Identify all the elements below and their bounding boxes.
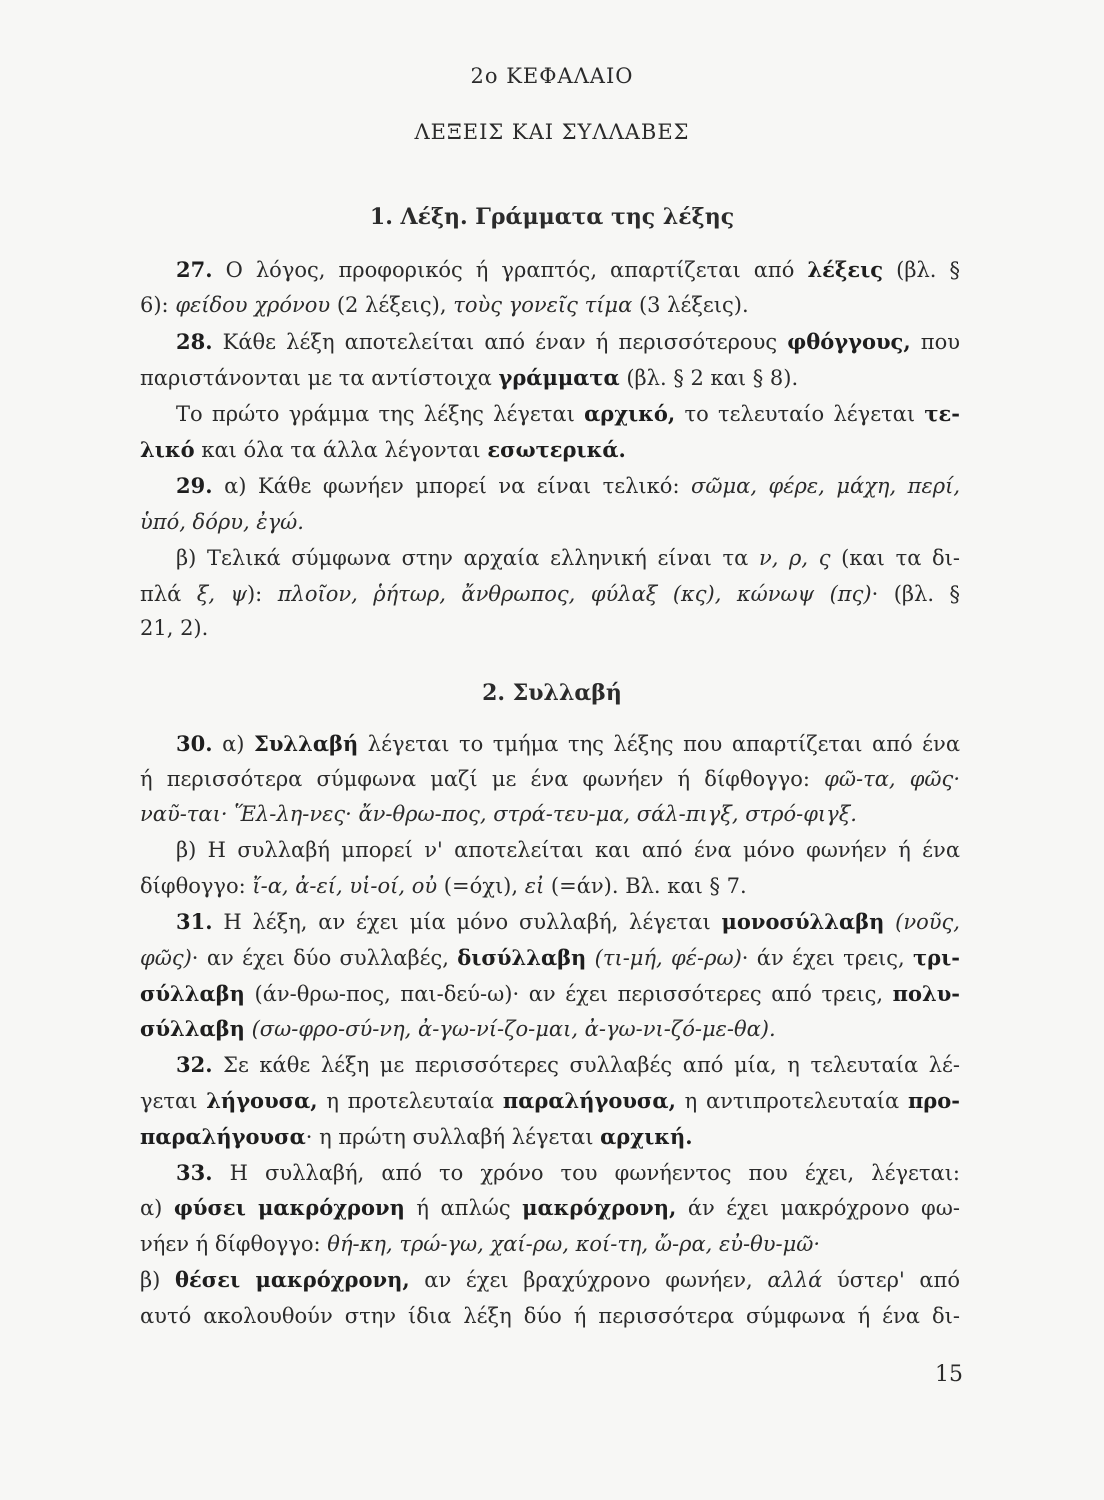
bold-term: 28. [176, 329, 213, 354]
text-run: η προτελευταία [317, 1089, 503, 1113]
bold-term: 30. [176, 731, 213, 756]
example-text: ναῦ-ται· Ἕλ-λη-νες· ἄν-θρω-πος, στρά-τευ-μα, σάλ-πιγξ, στρό-φιγξ. [140, 802, 857, 826]
example-text: (σω-φρο-σύ-νη, ἀ-γω-νί-ζο-μαι, ἀ-γω-νι-ζό-με-θα). [251, 1017, 776, 1041]
text-line [140, 290, 960, 320]
text-run: (=άν). Βλ. και § 7. [544, 874, 747, 898]
text-line [140, 1193, 960, 1223]
text-run: Η λέξη, αν έχει μία μόνο συλλαβή, λέγεται [212, 910, 722, 934]
example-text: θή-κη, τρώ-γω, χαί-ρω, κοί-τη, ὤ-ρα, εὐ-θυ-μῶ· [327, 1232, 821, 1256]
text-run: Κάθε λέξη αποτελείται από έναν ή περισσότερους [212, 330, 788, 354]
text-run: ): [246, 582, 278, 606]
text-run [586, 946, 594, 970]
text-run: · αν έχει δύο συλλαβές, [191, 946, 458, 970]
bold-term: 32. [176, 1052, 213, 1077]
text-run: (2 λέξεις), [330, 293, 454, 317]
text-run [884, 910, 895, 934]
text-run: (άν-θρω-πος, παι-δεύ-ω)· αν έχει περισσότερες από τρεις, [244, 982, 893, 1006]
text-run: · η πρώτη συλλαβή λέγεται [305, 1125, 601, 1149]
bold-term: αρχική. [600, 1124, 693, 1149]
bold-term: εσωτερικά. [487, 437, 626, 462]
text-line [176, 1050, 960, 1080]
text-run: β) Τελικά σύμφωνα στην αρχαία ελληνική είναι τα [176, 546, 759, 570]
text-run: άν έχει μακρόχρονο φω- [676, 1196, 960, 1220]
bold-term: 27. [176, 257, 213, 282]
bold-term: παραλήγουσα [140, 1124, 306, 1149]
text-line [140, 871, 960, 901]
bold-term: προ- [907, 1088, 960, 1113]
bold-term: παραλήγουσα, [502, 1088, 676, 1113]
text-run: ή απλώς [404, 1196, 523, 1220]
bold-term: τε- [924, 401, 960, 426]
bold-term: φύσει μακρόχρονη [173, 1195, 405, 1220]
example-text: φῶς) [140, 946, 192, 970]
text-line [140, 1086, 960, 1116]
bold-term: Συλλαβή [254, 731, 359, 756]
text-run: ύστερ' από [822, 1268, 960, 1292]
text-run: παριστάνονται με τα αντίστοιχα [140, 366, 499, 390]
text-line [176, 907, 960, 937]
page-number: 15 [935, 1362, 963, 1387]
example-text: ξ, ψ [196, 582, 247, 606]
text-line [176, 543, 960, 573]
bold-term: 31. [176, 909, 213, 934]
text-line [140, 507, 960, 537]
text-run: (=όχι), [437, 874, 525, 898]
bold-term: θέσει μακρόχρονη, [175, 1267, 410, 1292]
bold-term: σύλλαβη [140, 981, 245, 1006]
text-line [140, 613, 960, 643]
text-line [140, 1014, 960, 1044]
text-run: το τελευταίο λέγεται [675, 402, 925, 426]
text-run: (και τα δι- [830, 546, 961, 570]
text-run: νήεν ή δίφθογγο: [140, 1232, 328, 1256]
text-line [140, 799, 960, 829]
text-run: (βλ. § 2 και § 8). [619, 366, 799, 390]
text-line [176, 399, 960, 429]
text-run: (βλ. § [883, 258, 961, 282]
bold-term: 33. [176, 1160, 213, 1185]
section-heading-syllable: 2. Συλλαβή [482, 680, 622, 706]
text-run [245, 1017, 252, 1041]
text-run: που [910, 330, 960, 354]
text-run: δίφθογγο: [140, 874, 253, 898]
text-line [140, 943, 960, 973]
example-text: τοὺς γονεῖς τίμα [453, 293, 633, 317]
bold-term: γράμματα [498, 365, 620, 390]
text-line [176, 471, 960, 501]
bold-term: λήγουσα, [206, 1088, 318, 1113]
bold-term: φθόγγους, [787, 329, 911, 354]
bold-term: τρι- [913, 945, 960, 970]
text-line [140, 363, 960, 393]
text-line [176, 327, 960, 357]
text-run: Σε κάθε λέξη με περισσότερες συλλαβές από μία, η τελευταία λέ- [212, 1053, 960, 1077]
text-line [140, 435, 960, 465]
text-line [140, 1301, 960, 1331]
text-line [176, 255, 960, 285]
text-line [140, 979, 960, 1009]
bold-term: μονοσύλλαβη [721, 909, 885, 934]
text-run: γεται [140, 1089, 207, 1113]
text-run: ή περισσότερα σύμφωνα μαζί με ένα φωνήεν ή δίφθογγο: [140, 767, 825, 791]
text-run: λέγεται το τμήμα της λέξης που απαρτίζεται από ένα [358, 732, 961, 756]
bold-term: λέξεις [807, 257, 884, 282]
example-text: (νοῦς, [895, 910, 960, 934]
example-text: σῶμα, φέρε, μάχη, περί, [691, 474, 960, 498]
example-text: φῶ-τα, φῶς· [824, 767, 960, 791]
text-run: α) [212, 732, 254, 756]
example-text: αλλά [767, 1268, 823, 1292]
bold-term: μακρόχρονη, [522, 1195, 677, 1220]
text-line [176, 835, 960, 865]
text-run: 6): [140, 293, 176, 317]
text-run: β) [140, 1268, 175, 1292]
chapter-number: 2ο ΚΕΦΑΛΑΙΟ [470, 64, 634, 88]
text-line [140, 1265, 960, 1295]
bold-term: 29. [176, 473, 213, 498]
text-run: α) [140, 1196, 174, 1220]
example-text: πλοῖον, ῥήτωρ, ἄνθρωπος, φύλαξ (κς), κώνωψ (πς) [277, 582, 872, 606]
bold-term: σύλλαβη [140, 1016, 245, 1041]
text-line [176, 729, 960, 759]
text-line [140, 579, 960, 609]
text-run: α) Κάθε φωνήεν μπορεί να είναι τελικό: [212, 474, 692, 498]
text-run: Η συλλαβή, από το χρόνο του φωνήεντος που έχει, λέγεται: [212, 1161, 960, 1185]
bold-term: δισύλλαβη [457, 945, 587, 970]
example-text: φείδου χρόνου [175, 293, 331, 317]
bold-term: αρχικό, [584, 401, 676, 426]
text-run: Το πρώτο γράμμα της λέξης λέγεται [176, 402, 585, 426]
text-run: · (βλ. § [871, 582, 960, 606]
bold-term: λικό [140, 437, 195, 462]
text-run: πλά [140, 582, 197, 606]
text-run: 21, 2). [140, 616, 209, 640]
example-text: ἴ-α, ἀ-εί, υἱ-οί, οὐ [252, 874, 438, 898]
text-run: Ο λόγος, προφορικός ή γραπτός, απαρτίζεται από [212, 258, 808, 282]
text-line [176, 1158, 960, 1188]
example-text: (τι-μή, φέ-ρω) [594, 946, 742, 970]
example-text: ν, ρ, ς [758, 546, 831, 570]
text-line [140, 1122, 960, 1152]
example-text: ὑπό, δόρυ, ἐγώ. [140, 510, 304, 534]
text-run: αν έχει βραχύχρονο φωνήεν, [409, 1268, 768, 1292]
text-line [140, 764, 960, 794]
text-run: και όλα τα άλλα λέγονται [194, 438, 488, 462]
text-run: (3 λέξεις). [632, 293, 749, 317]
text-run: αυτό ακολουθούν στην ίδια λέξη δύο ή περισσότερα σύμφωνα ή ένα δι- [140, 1304, 960, 1328]
text-run: β) Η συλλαβή μπορεί ν' αποτελείται και από ένα μόνο φωνήεν ή ένα [176, 838, 960, 862]
bold-term: πολυ- [892, 981, 960, 1006]
text-run: · άν έχει τρεις, [741, 946, 914, 970]
text-run: η αντιπροτελευταία [675, 1089, 908, 1113]
chapter-title: ΛΕΞΕΙΣ ΚΑΙ ΣΥΛΛΑΒΕΣ [414, 120, 690, 144]
example-text: εἰ [524, 874, 545, 898]
section-heading-words: 1. Λέξη. Γράμματα της λέξης [369, 204, 735, 230]
text-line [140, 1229, 960, 1259]
